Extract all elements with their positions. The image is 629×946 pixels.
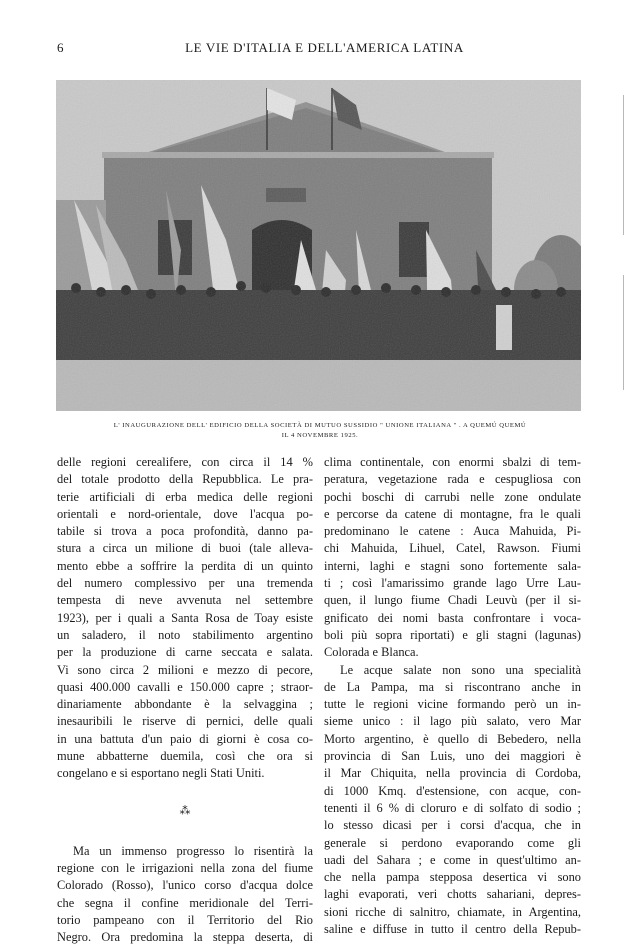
- left-column: [57, 454, 313, 946]
- text-line: dinariamente abbondante è la selvaggina ;: [57, 697, 313, 712]
- text-line: delle regioni cerealifere, con circa il 14 %: [57, 455, 313, 469]
- photograph: [56, 80, 581, 411]
- text-line: provincia di San Luis, uno dei maggiori è: [324, 749, 581, 764]
- text-line: un saladero, il noto stabilimento argentino: [57, 627, 313, 642]
- text-line: interni, laghi e stagni sono fortemente sala-: [324, 558, 581, 573]
- text-line: tenenti il 6 % di cloruro e di solfato di sodio ;: [324, 800, 581, 815]
- caption-line-1: L' INAUGURAZIONE DELL' EDIFICIO DELLA SOCIETÀ DI MUTUO SUSSIDIO " UNIONE ITALIANA " . A QUEMÚ QUEMÚ: [113, 422, 527, 429]
- text-line: del totale prodotto della Repubblica. Le pra-: [57, 472, 313, 487]
- left-paragraph-1: [57, 454, 313, 783]
- scan-margin-rule: [623, 95, 624, 235]
- text-line: boli più sopra riportati) e gli stagni (lagunas): [324, 627, 581, 642]
- section-break-dinkus: ⁂: [179, 804, 191, 817]
- text-line: Colorado (Rosso), l'unico corso d'acqua dolce: [57, 878, 313, 893]
- text-line: stura a circa un milione di buoi (tale alleva-: [57, 541, 313, 556]
- figure-caption: [60, 421, 580, 441]
- caption-line-2: IL 4 NOVEMBRE 1925.: [281, 432, 359, 439]
- text-line: de La Pampa, ma si riscontrano anche in: [324, 679, 581, 694]
- text-line: saline e diffuse in tutto il centro della Repub-: [324, 922, 581, 937]
- text-line: torio pampeano con il Territorio del Rio: [57, 912, 313, 927]
- text-line: di 1000 Kmq. d'estensione, con acque, con-: [324, 783, 581, 798]
- text-line: gnificato dei nomi basta confrontare i voca-: [324, 610, 581, 625]
- text-line: predominano le catene : Auca Mahuida, Pi-: [324, 524, 581, 539]
- page-number: 6: [57, 40, 64, 55]
- text-line: del numero complessivo per una tremenda: [57, 576, 313, 591]
- text-line: e percorse da catene di montagne, fra le quali: [324, 506, 581, 521]
- text-line: Colorada e Blanca.: [324, 645, 419, 660]
- text-line: Vi sono circa 2 milioni e mezzo di pecore,: [57, 662, 313, 677]
- text-line: quasi 400.000 cavalli e 150.000 capre ; straor-: [57, 679, 313, 694]
- text-line: ti ; così l'amarissimo grande lago Urre Lau-: [324, 576, 581, 591]
- text-line: tabile si trova a poca profondità, danno pa-: [57, 524, 313, 539]
- text-line: sieme unico : il lago più salato, vero Mar: [324, 714, 581, 729]
- text-line: sioni ricche di salnitro, chiamate, in Argentina,: [324, 904, 581, 919]
- text-line: Negro. Ora predomina la steppa deserta, di: [57, 930, 313, 945]
- text-line: orientali e nord-orientale, dove l'acqua po-: [57, 506, 313, 521]
- text-line: pochi boschi di carrubi nelle zone ondulate: [324, 489, 581, 504]
- text-line: in una battuta d'un paio di giorni è cosa co-: [57, 731, 313, 746]
- text-line: quen, il lungo fiume Chadi Leuvù (per il si-: [324, 593, 581, 608]
- photo-building-crowd-image: [56, 80, 581, 411]
- text-line: lo stesso dicasi per i corsi d'acqua, che in: [324, 818, 581, 833]
- running-title: LE VIE D'ITALIA E DELL'AMERICA LATINA: [185, 40, 464, 55]
- text-line: inesauribili le riserve di pernici, delle quali: [57, 714, 313, 729]
- text-line: generale si perdono evaporando come gli: [324, 835, 581, 850]
- text-line: Ma un immenso progresso lo risentirà la: [73, 843, 313, 858]
- text-line: 1923), per i quali a Santa Rosa de Toay esiste: [57, 610, 313, 625]
- text-line: Le acque salate non sono una specialità: [340, 662, 581, 677]
- right-column: [324, 454, 581, 938]
- text-line: mune abbatterne duemila, così che ora si: [57, 749, 313, 764]
- text-line: peratura, vegetazione rada e cespugliosa con: [324, 472, 581, 487]
- text-line: Morto argentino, è quello di Bebedero, nella: [324, 731, 581, 746]
- text-line: per la produzione di carne seccata e salata.: [57, 645, 313, 660]
- right-paragraph-1: [324, 454, 581, 662]
- text-line: che segna il confine meridionale del Terri-: [57, 895, 313, 910]
- text-line: laghi evaporati, veri chotts sahariani, depres-: [324, 887, 581, 902]
- scan-margin-rule: [623, 275, 624, 390]
- text-line: il Mar Chiquita, nella provincia di Cordoba,: [324, 766, 581, 781]
- text-line: tempesta di neve avvenuta nel settembre: [57, 593, 313, 608]
- text-line: terie artificiali di erba medica delle regioni: [57, 489, 313, 504]
- text-line: tutte le regioni vicine formando però un in-: [324, 697, 581, 712]
- text-line: mento ebbe a soffrire la perdita di un quinto: [57, 558, 313, 573]
- text-line: che nella pampa stepposa desertica vi sono: [324, 870, 581, 885]
- left-paragraph-2: [57, 843, 313, 946]
- text-line: regione con le irrigazioni nella zona del fiume: [57, 860, 313, 875]
- right-paragraph-2: [324, 662, 581, 939]
- text-line: uadi del Sahara ; e come in quest'ultimo an-: [324, 852, 581, 867]
- text-line: congelano e si esportano negli Stati Uniti.: [57, 766, 265, 781]
- text-line: clima continentale, con enormi sbalzi di tem-: [324, 455, 581, 469]
- text-line: chi Mahuida, Lihuel, Catel, Rawson. Fiumi: [324, 541, 581, 556]
